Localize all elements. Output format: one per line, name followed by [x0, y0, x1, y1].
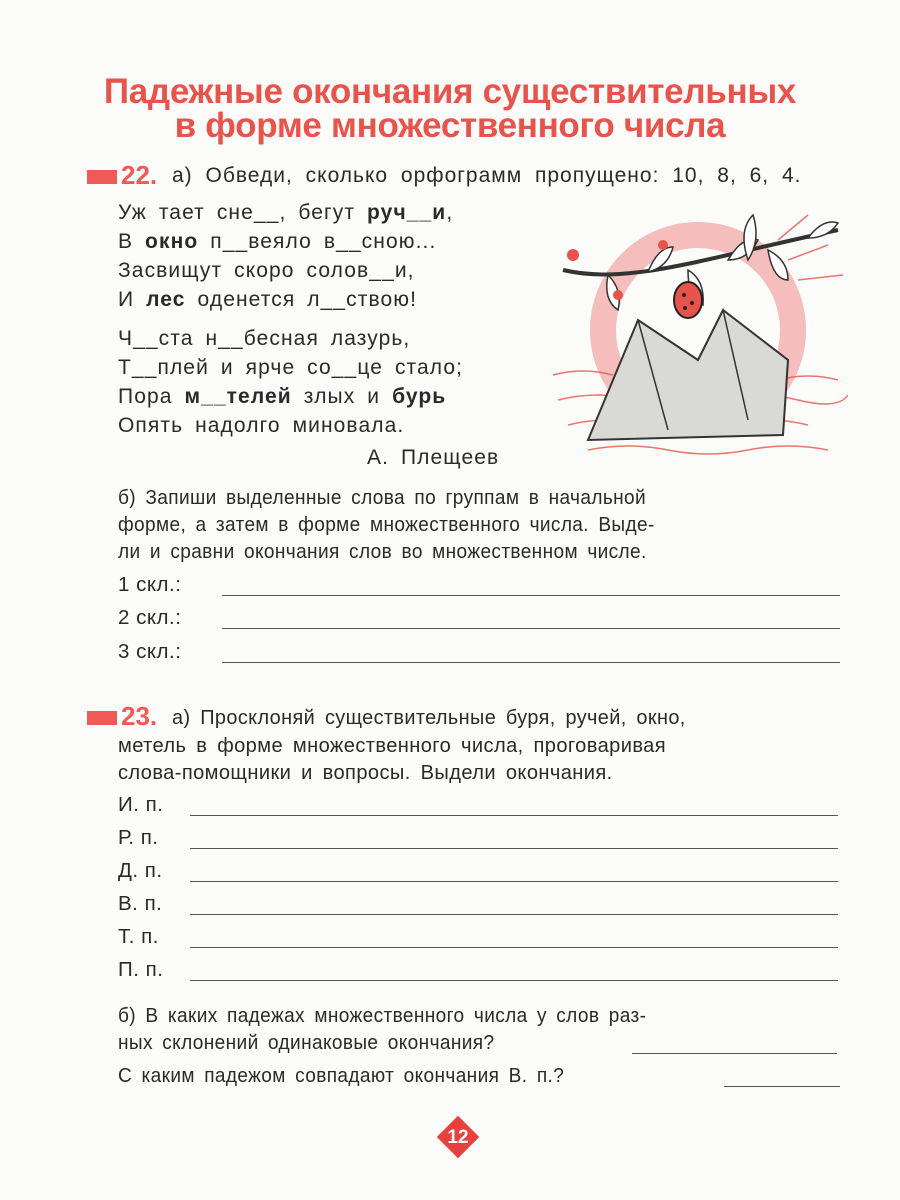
task-marker [87, 711, 117, 725]
task-22-number: 22. [121, 160, 158, 190]
task-23-part-b-line-2: ных склонений одинаковые окончания? [118, 1031, 495, 1054]
case-answer-line[interactable] [190, 815, 838, 816]
poem-author: А. Плещеев [367, 446, 500, 469]
task-22-part-b-line-2: форме, а затем в форме множественного числа. Выде- [118, 513, 655, 536]
task-23-part-a-line-3: слова-помощники и вопросы. Выдели окончания. [118, 761, 613, 784]
poem-text: , [446, 201, 454, 224]
poem-text: Уж тает сне__, бегут [118, 201, 368, 224]
declension-3-answer-line[interactable] [222, 662, 840, 663]
task-22-part-b-line-3: ли и сравни окончания слов во множественном числе. [118, 540, 647, 563]
highlighted-word: м__телей [184, 385, 292, 408]
poem-line [118, 227, 436, 256]
case-label: Т. п. [118, 925, 159, 948]
case-answer-line[interactable] [190, 914, 838, 915]
poem-text: Т__плей и ярче со__це стало; [118, 356, 464, 379]
poem-line [118, 285, 417, 314]
declension-2-answer-line[interactable] [222, 628, 840, 629]
declension-1-answer-line[interactable] [222, 595, 840, 596]
task-marker [87, 170, 117, 184]
highlighted-word: руч__и [367, 201, 447, 224]
highlighted-word: окно [145, 230, 199, 253]
page-title-line-1: Падежные окончания существительных [103, 72, 797, 111]
case-label: П. п. [118, 958, 164, 981]
poem-text: п__веяло в__сною... [198, 230, 437, 253]
declension-3-label: 3 скл.: [118, 640, 182, 663]
highlighted-word: лес [146, 288, 186, 311]
case-answer-line[interactable] [190, 947, 838, 948]
poem-text: И [118, 288, 147, 311]
case-answer-line[interactable] [190, 881, 838, 882]
poem-text: Засвищут скоро солов__и, [118, 259, 415, 282]
poem-text: Пора [118, 385, 185, 408]
case-label: Д. п. [118, 859, 163, 882]
poem-text: оденется л__ствою! [185, 288, 418, 311]
task-23-number: 23. [121, 701, 158, 731]
poem-line [118, 382, 446, 411]
task-23-part-a-line-1: а) Просклоняй существительные буря, ручей, окно, [172, 706, 686, 729]
task-23-question: С каким падежом совпадают окончания В. п.? [118, 1064, 565, 1087]
poem-line [118, 198, 453, 227]
paper-boat-illustration [548, 200, 848, 465]
poem-text: Ч__ста н__бесная лазурь, [118, 327, 411, 350]
task-23-part-a-line-2: метель в форме множественного числа, проговаривая [118, 734, 667, 757]
poem-line [118, 256, 415, 285]
declension-1-label: 1 скл.: [118, 573, 182, 596]
poem-line [118, 324, 410, 353]
task-23-question-answer-line[interactable] [724, 1086, 840, 1087]
task-23-part-b-line-1: б) В каких падежах множественного числа у слов раз- [118, 1004, 647, 1027]
poem-text: В [118, 230, 146, 253]
case-answer-line[interactable] [190, 848, 838, 849]
task-23-part-b-answer-line[interactable] [632, 1053, 837, 1054]
poem-line [118, 411, 404, 440]
case-label: И. п. [118, 793, 164, 816]
page-number: 12 [447, 1127, 469, 1148]
page-title-line-2: в форме множественного числа [174, 106, 726, 145]
task-22-part-a: а) Обведи, сколько орфограмм пропущено: 10, 8, 6, 4. [172, 164, 802, 187]
declension-2-label: 2 скл.: [118, 606, 182, 629]
task-22-part-b-line-1: б) Запиши выделенные слова по группам в начальной [118, 486, 647, 509]
highlighted-word: бурь [392, 385, 447, 408]
case-label: В. п. [118, 892, 163, 915]
poem-line [118, 353, 463, 382]
poem-text: злых и [291, 385, 393, 408]
case-label: Р. п. [118, 826, 159, 849]
poem-text: Опять надолго миновала. [118, 414, 405, 437]
case-answer-line[interactable] [190, 980, 838, 981]
